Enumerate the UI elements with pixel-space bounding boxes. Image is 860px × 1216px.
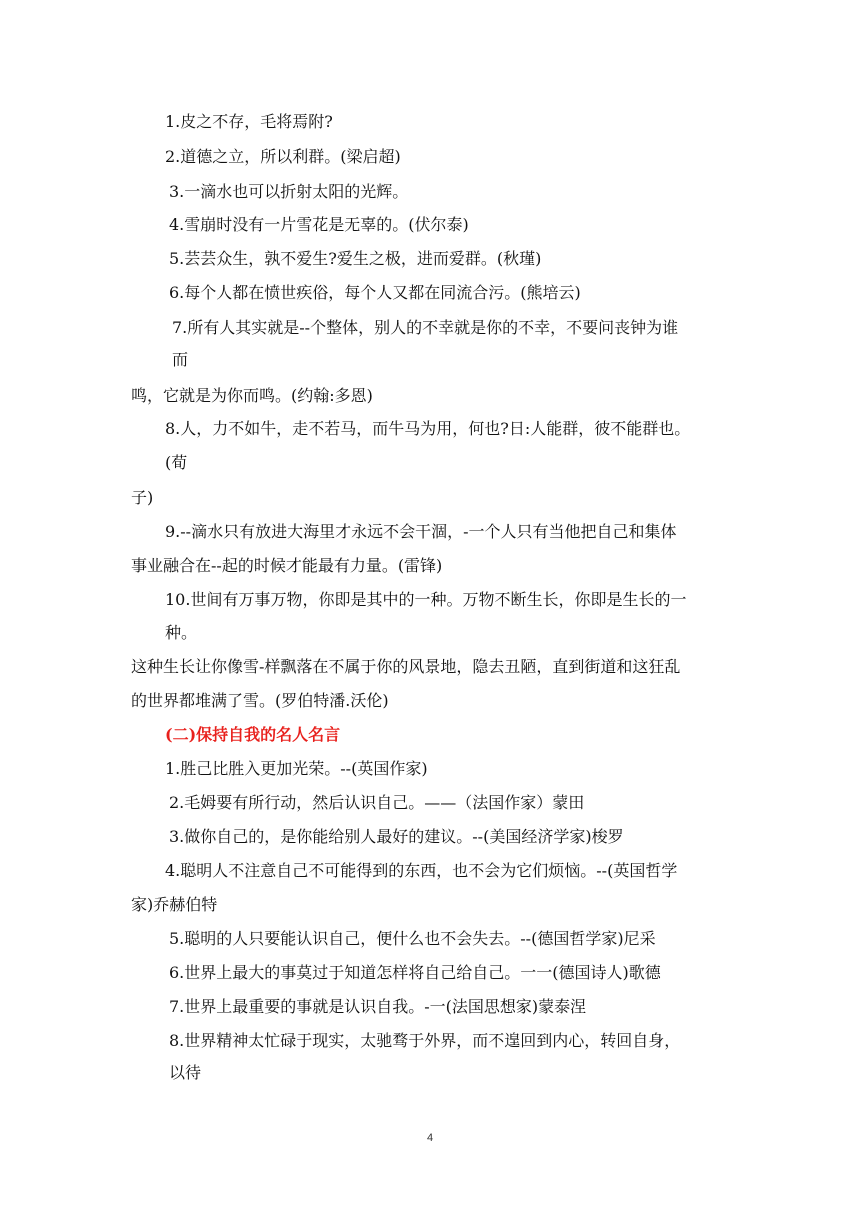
- quote-line: 4.雪崩时没有一片雪花是无辜的。(伏尔泰): [169, 215, 469, 234]
- quote-line: 鸣，它就是为你而鸣。(约翰:多恩): [131, 386, 373, 405]
- quote-line: 以待: [169, 1063, 202, 1082]
- quote-line: 6.每个人都在愤世疾俗，每个人又都在同流合污。(熊培云): [169, 283, 581, 302]
- quote-line: 1.皮之不存，毛将焉附?: [165, 112, 333, 131]
- page-number: 4: [426, 1132, 434, 1144]
- quote-line: 4.聪明人不注意自己不可能得到的东西，也不会为它们烦恼。--(英国哲学: [165, 861, 678, 880]
- quote-line: 7.所有人其实就是--个整体，别人的不幸就是你的不幸，不要问丧钟为谁: [172, 318, 679, 337]
- quote-line: 3.做你自己的，是你能给别人最好的建议。--(美国经济学家)梭罗: [169, 827, 624, 846]
- quote-line: 9.--滴水只有放进大海里才永远不会干涸，-一个人只有当他把自己和集体: [165, 522, 677, 541]
- quote-line: 10.世间有万事万物，你即是其中的一种。万物不断生长，你即是生长的一: [165, 590, 687, 609]
- section-heading: (二)保持自我的名人名言: [165, 725, 341, 744]
- quote-line: 3.一滴水也可以折射太阳的光辉。: [169, 182, 409, 201]
- quote-line: 8.人，力不如牛，走不若马，而牛马为用，何也?日:人能群，彼不能群也。: [165, 419, 691, 438]
- quote-line: 2.道德之立，所以利群。(梁启超): [165, 147, 401, 166]
- quote-line: 的世界都堆满了雪。(罗伯特潘.沃伦): [131, 691, 389, 710]
- quote-line: 2.毛姆要有所行动，然后认识自己。——（法国作家）蒙田: [169, 793, 585, 812]
- quote-line: (荀: [165, 453, 188, 472]
- quote-line: 这种生长让你像雪-样飘落在不属于你的风景地，隐去丑陋，直到街道和这狂乱: [131, 657, 681, 676]
- quote-line: 而: [172, 350, 189, 369]
- quote-line: 事业融合在--起的时候才能最有力量。(雷锋): [131, 556, 443, 575]
- quote-line: 种。: [165, 623, 198, 642]
- quote-line: 家)乔赫伯特: [131, 895, 218, 914]
- quote-line: 子): [131, 488, 154, 507]
- quote-line: 5.芸芸众生，孰不爱生?爱生之极，进而爱群。(秋瑾): [169, 249, 542, 268]
- quote-line: 5.聪明的人只要能认识自己，便什么也不会失去。--(德国哲学家)尼采: [169, 929, 656, 948]
- quote-line: 6.世界上最大的事莫过于知道怎样将自己给自己。一一(德国诗人)歌德: [169, 963, 661, 982]
- quote-line: 8.世界精神太忙碌于现实，太驰骛于外界，而不遑回到内心，转回自身，: [169, 1031, 681, 1050]
- quote-line: 1.胜己比胜入更加光荣。--(英国作家): [165, 759, 428, 778]
- quote-line: 7.世界上最重要的事就是认识自我。-一(法国思想家)蒙泰涅: [169, 997, 587, 1016]
